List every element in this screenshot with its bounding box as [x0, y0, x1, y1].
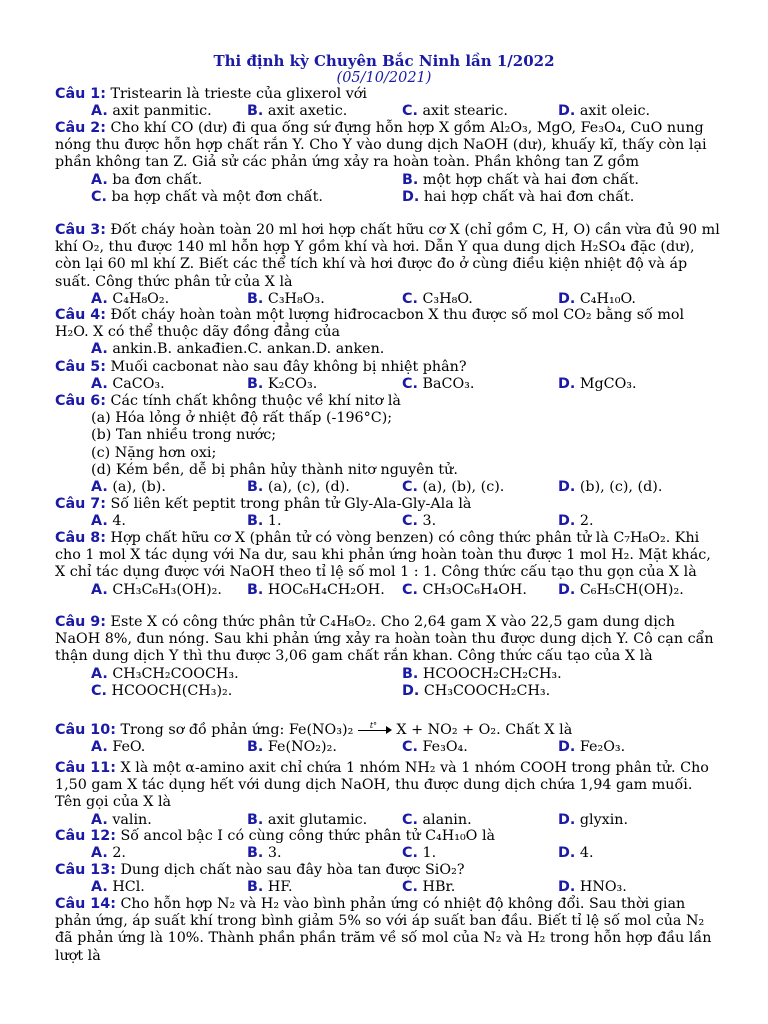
answer-option-b[interactable]	[247, 739, 337, 756]
option-text: HCOOCH(CH₃)₂.	[111, 682, 233, 699]
question-number: Câu 8:	[55, 530, 106, 546]
option-letter: D.	[558, 103, 576, 120]
question-number: Câu 12:	[55, 828, 116, 844]
question-3	[55, 222, 720, 308]
answer-option-a[interactable]	[91, 812, 152, 829]
answer-options-row	[55, 189, 720, 206]
question-14	[55, 896, 720, 965]
statement-line: (b) Tan nhiều trong nước;	[91, 427, 277, 444]
answer-option-a[interactable]	[91, 845, 126, 862]
option-letter: C.	[402, 845, 418, 862]
option-letter: B.	[247, 811, 264, 828]
answer-option-a[interactable]	[91, 879, 145, 896]
answer-option-d[interactable]	[558, 291, 636, 308]
option-letter: A.	[91, 581, 108, 598]
question-1	[55, 86, 720, 120]
question-5	[55, 359, 720, 393]
option-letter: D.	[558, 479, 576, 496]
option-letter: A.	[91, 739, 108, 756]
option-text: 2.	[112, 845, 126, 862]
answer-option-c[interactable]	[402, 845, 436, 862]
question-4	[55, 307, 720, 359]
statement-line: (a) Hóa lỏng ở nhiệt độ rất thấp (-196°C);	[91, 410, 393, 427]
option-text: CH₃OC₆H₄OH.	[422, 581, 527, 598]
option-letter: A.	[91, 513, 108, 530]
option-letter: B.	[247, 739, 264, 756]
option-text: axit panmitic.	[112, 103, 212, 120]
exam-title: Thi định kỳ Chuyên Bắc Ninh lần 1/2022	[213, 52, 555, 70]
option-letter: C.	[402, 811, 418, 828]
option-text: axit glutamic.	[267, 811, 368, 828]
option-letter: A.	[91, 879, 108, 896]
answer-option-a[interactable]	[91, 739, 145, 756]
question-stem	[55, 222, 720, 291]
option-text: CH₃CH₂COOCH₃.	[112, 665, 239, 682]
answer-options	[55, 845, 720, 862]
question-11	[55, 760, 720, 829]
option-letter: B.	[247, 845, 264, 862]
answer-option-b[interactable]	[402, 172, 639, 189]
exam-header	[0, 52, 768, 87]
option-text: HOC₆H₄CH₂OH.	[267, 581, 385, 598]
option-letter: B.	[247, 879, 264, 896]
answer-option-b[interactable]	[247, 103, 347, 120]
answer-options-inline[interactable]	[91, 341, 384, 358]
question-number: Câu 1:	[55, 86, 106, 102]
question-text: Este X có công thức phân tử C₄H₈O₂. Cho 2,64 gam X vào 22,5 gam dung dịch NaOH 8%, đun nóng. Sau khi phản ứng xảy ra hoàn toàn thu được dung dịch Y. Cô cạn cẩn thận dung dịch Y thì thu được 3,06 gam chất rắn khan. Công thức cấu tạo của X là	[55, 614, 714, 665]
statement-line: (d) Kém bền, dễ bị phân hủy thành nitơ nguyên tử.	[91, 461, 458, 478]
answer-option-d[interactable]	[558, 582, 684, 599]
question-text: Số ancol bậc I có cùng công thức phân tử C₄H₁₀O là	[120, 828, 496, 844]
question-stem	[55, 496, 720, 513]
option-text: MgCO₃.	[579, 376, 637, 393]
question-stem	[55, 86, 720, 103]
option-letter: A.	[91, 811, 108, 828]
question-8	[55, 530, 720, 599]
option-text: Fe(NO₂)₂.	[267, 739, 337, 756]
option-letter: D.	[558, 376, 576, 393]
option-letter: B.	[402, 665, 419, 682]
question-stem	[55, 862, 720, 879]
question-stem	[55, 359, 720, 376]
option-text: (a), (b), (c).	[422, 479, 505, 496]
option-text: ba đơn chất.	[112, 171, 203, 188]
option-letter: A.	[91, 845, 108, 862]
option-letter: D.	[558, 290, 576, 307]
answer-option-b[interactable]	[247, 812, 367, 829]
option-text: C₆H₅CH(OH)₂.	[579, 581, 684, 598]
answer-option-d[interactable]	[558, 812, 628, 829]
question-stem	[55, 722, 720, 739]
question-stem	[55, 120, 720, 172]
option-text: axit axetic.	[267, 103, 348, 120]
answer-option-b[interactable]	[247, 513, 282, 530]
option-text: valin.	[112, 811, 152, 828]
answer-options	[55, 376, 720, 393]
answer-option-b[interactable]	[247, 879, 293, 896]
question-stem	[55, 828, 720, 845]
option-text: C₃H₈O.	[422, 290, 473, 307]
question-number: Câu 13:	[55, 862, 116, 878]
question-stem	[55, 896, 720, 965]
option-text: Fe₂O₃.	[579, 739, 626, 756]
answer-option-b[interactable]	[247, 845, 282, 862]
answer-options	[55, 513, 720, 530]
answer-option-a[interactable]	[91, 172, 202, 189]
answer-option-c[interactable]	[91, 683, 232, 700]
question-text-pre: Trong sơ đồ phản ứng: Fe(NO₃)₂	[120, 722, 354, 738]
question-number: Câu 14:	[55, 896, 116, 912]
question-stem	[55, 760, 720, 812]
question-number: Câu 6:	[55, 393, 106, 409]
question-text: Đốt cháy hoàn toàn một lượng hiđrocacbon X thu được số mol CO₂ bằng số mol H₂O. X có thể thuộc dãy đồng đẳng của	[55, 307, 685, 341]
answer-options-row	[55, 666, 720, 683]
option-text: BaCO₃.	[422, 376, 475, 393]
question-stem	[55, 614, 720, 666]
option-text: C₄H₈O₂.	[112, 290, 170, 307]
option-text: glyxin.	[579, 811, 629, 828]
option-text: 2.	[579, 513, 594, 530]
question-text: Các tính chất không thuộc về khí nitơ là	[110, 393, 401, 409]
option-text: K₂CO₃.	[267, 376, 318, 393]
option-text: HF.	[267, 879, 293, 896]
question-text: Cho khí CO (dư) đi qua ống sứ đựng hỗn hợp X gồm Al₂O₃, MgO, Fe₃O₄, CuO nung nóng thu được hỗn hợp chất rắn Y. Cho Y vào dung dịch NaOH (dư), khuấy kĩ, thấy còn lại phần không tan Z. Giả sử các phản ứng xảy ra hoàn toàn. Phần không tan Z gồm	[55, 120, 707, 171]
question-stem	[55, 307, 720, 341]
answer-option-b[interactable]	[247, 479, 350, 496]
option-letter: C.	[402, 879, 418, 896]
option-text: (a), (c), (d).	[267, 479, 350, 496]
question-text: Muối cacbonat nào sau đây không bị nhiệt phân?	[110, 359, 467, 375]
answer-option-b[interactable]	[247, 376, 317, 393]
answer-option-d[interactable]	[558, 879, 627, 896]
question-text: Tristearin là trieste của glixerol với	[110, 86, 367, 102]
question-9	[55, 614, 720, 700]
option-letter: D.	[558, 879, 576, 896]
option-text: 1.	[422, 845, 437, 862]
question-text: X là một α-amino axit chỉ chứa 1 nhóm NH₂ và 1 nhóm COOH trong phân tử. Cho 1,50 gam X tác dụng hết với dung dịch NaOH, thu được dung dịch chứa 1,94 gam muối. Tên gọi của X là	[55, 760, 709, 811]
option-letter: A.	[91, 290, 108, 307]
answer-option-c[interactable]	[402, 103, 508, 120]
answer-option-c[interactable]	[402, 513, 436, 530]
answer-option-d[interactable]	[402, 189, 634, 206]
answer-option-b[interactable]	[247, 582, 385, 599]
question-text: Đốt cháy hoàn toàn 20 ml hơi hợp chất hữu cơ X (chỉ gồm C, H, O) cần vừa đủ 90 ml khí O₂, thu được 140 ml hỗn hợp Y gồm khí và hơi. Dẫn Y qua dung dịch H₂SO₄ đặc (dư), còn lại 60 ml khí Z. Biết các thể tích khí và hơi được đo ở cùng điều kiện nhiệt độ và áp suất. Công thức phân tử của X là	[55, 222, 720, 290]
option-letter: B.	[247, 103, 264, 120]
question-10	[55, 722, 720, 756]
option-letter: A.	[91, 103, 108, 120]
option-letter: C.	[402, 581, 418, 598]
option-letter: D.	[558, 811, 576, 828]
exam-date: (05/10/2021)	[336, 70, 432, 86]
option-letter: D.	[558, 581, 576, 598]
answer-options	[55, 291, 720, 308]
option-letter: D.	[558, 513, 576, 530]
answer-options	[55, 103, 720, 120]
answer-option-a[interactable]	[91, 666, 239, 683]
question-12	[55, 828, 720, 862]
option-letter: C.	[402, 376, 418, 393]
answer-option-d[interactable]	[558, 103, 650, 120]
option-text: (b), (c), (d).	[579, 479, 663, 496]
option-text: CH₃COOCH₂CH₃.	[423, 682, 551, 699]
option-text: 1.	[267, 513, 282, 530]
option-letter: D.	[558, 845, 576, 862]
option-letter: B.	[247, 581, 264, 598]
option-text: (a), (b).	[112, 479, 166, 496]
arrow-condition: t°	[369, 721, 378, 730]
answer-options	[55, 879, 720, 896]
arrow-head	[386, 726, 392, 734]
option-letter: B.	[402, 171, 419, 188]
question-number: Câu 4:	[55, 307, 106, 323]
question-6	[55, 393, 720, 496]
statement-line: (c) Nặng hơn oxi;	[91, 444, 217, 461]
answer-option-a[interactable]	[91, 513, 126, 530]
option-text: HCl.	[112, 879, 145, 896]
option-text: axit oleic.	[579, 103, 651, 120]
answer-option-c[interactable]	[402, 376, 474, 393]
answer-option-d[interactable]	[558, 513, 594, 530]
question-stem	[55, 393, 720, 410]
option-letter: B.	[247, 479, 264, 496]
answer-option-d[interactable]	[558, 376, 637, 393]
option-text: 3.	[267, 845, 282, 862]
answer-option-c[interactable]	[402, 582, 527, 599]
question-2	[55, 120, 720, 206]
option-letter: B.	[247, 290, 264, 307]
answer-options-row	[55, 172, 720, 189]
answer-option-b[interactable]	[402, 666, 562, 683]
question-number: Câu 10:	[55, 722, 116, 738]
answer-option-d[interactable]	[402, 683, 550, 700]
answer-option-a[interactable]	[91, 376, 165, 393]
option-text: CaCO₃.	[112, 376, 165, 393]
option-letter: A.	[91, 171, 108, 188]
answer-option-a[interactable]	[91, 103, 212, 120]
answer-option-c[interactable]	[402, 291, 473, 308]
option-text: HCOOCH₂CH₂CH₃.	[422, 665, 562, 682]
reaction-arrow-icon	[358, 721, 392, 736]
answer-options	[55, 479, 720, 496]
option-letter: C.	[402, 103, 418, 120]
answer-option-c[interactable]	[402, 812, 472, 829]
option-text: 3.	[422, 513, 437, 530]
answer-options	[55, 812, 720, 829]
option-letter: A.	[91, 341, 108, 358]
option-text: C₄H₁₀O.	[579, 290, 636, 307]
option-letter: C.	[91, 682, 107, 699]
answer-options	[55, 341, 720, 358]
option-text: hai hợp chất và hai đơn chất.	[423, 188, 635, 205]
answer-options-row	[55, 683, 720, 700]
question-number: Câu 7:	[55, 496, 106, 512]
question-7	[55, 496, 720, 530]
option-text: CH₃C₆H₃(OH)₂.	[112, 581, 222, 598]
option-letter: D.	[402, 682, 420, 699]
question-text: Cho hỗn hợp N₂ và H₂ vào bình phản ứng có nhiệt độ không đổi. Sau thời gian phản ứng, áp suất khí trong bình giảm 5% so với áp suất ban đầu. Biết tỉ lệ số mol của N₂ đã phản ứng là 10%. Thành phần phần trăm về số mol của N₂ và H₂ trong hỗn hợp đầu lần lượt là	[55, 896, 712, 964]
option-text: 4.	[579, 845, 594, 862]
question-number: Câu 3:	[55, 222, 106, 238]
question-stem	[55, 530, 720, 582]
option-text: HNO₃.	[579, 879, 627, 896]
question-number: Câu 5:	[55, 359, 106, 375]
option-letter: C.	[91, 188, 107, 205]
option-text: 4.	[112, 513, 126, 530]
answer-option-a[interactable]	[91, 479, 166, 496]
option-letter: A.	[91, 479, 108, 496]
option-text: Fe₃O₄.	[422, 739, 468, 756]
option-letter: A.	[91, 665, 108, 682]
option-text: ba hợp chất và một đơn chất.	[111, 188, 323, 205]
option-letter: B.	[247, 513, 264, 530]
option-text: một hợp chất và hai đơn chất.	[422, 171, 639, 188]
option-text: alanin.	[422, 811, 472, 828]
answer-option-d[interactable]	[558, 479, 662, 496]
answer-option-b[interactable]	[247, 291, 325, 308]
option-letter: B.	[247, 376, 264, 393]
answer-option-c[interactable]	[402, 739, 468, 756]
answer-option-d[interactable]	[558, 845, 594, 862]
answer-options	[55, 582, 720, 599]
question-number: Câu 9:	[55, 614, 106, 630]
answer-option-c[interactable]	[402, 879, 455, 896]
answer-option-c[interactable]	[402, 479, 504, 496]
option-letter: A.	[91, 376, 108, 393]
option-letter: C.	[402, 739, 418, 756]
option-text: FeO.	[112, 739, 146, 756]
option-text: axit stearic.	[422, 103, 508, 120]
answer-option-c[interactable]	[91, 189, 323, 206]
option-text: C₃H₈O₃.	[267, 290, 325, 307]
question-number: Câu 11:	[55, 760, 116, 776]
answer-option-a[interactable]	[91, 582, 222, 599]
question-text: Dung dịch chất nào sau đây hòa tan được SiO₂?	[120, 862, 465, 878]
question-text: Hợp chất hữu cơ X (phân tử có vòng benzen) có công thức phân tử là C₇H₈O₂. Khi cho 1 mol X tác dụng với Na dư, sau khi phản ứng hoàn toàn thu được 1 mol H₂. Mặt khác, X chỉ tác dụng được với NaOH theo tỉ lệ số mol 1 : 1. Công thức cấu tạo thu gọn của X là	[55, 530, 711, 581]
question-text-post: X + NO₂ + O₂. Chất X là	[396, 722, 573, 738]
option-letter: C.	[402, 290, 418, 307]
question-number: Câu 2:	[55, 120, 106, 136]
option-letter: C.	[402, 479, 418, 496]
question-13	[55, 862, 720, 896]
answer-option-d[interactable]	[558, 739, 625, 756]
question-text: Số liên kết peptit trong phân tử Gly-Ala-Gly-Ala là	[110, 496, 472, 512]
option-text: HBr.	[422, 879, 456, 896]
answer-options	[55, 739, 720, 756]
answer-option-a[interactable]	[91, 291, 169, 308]
option-letter: D.	[402, 188, 420, 205]
option-text: ankin.B. ankađien.C. ankan.D. anken.	[112, 341, 385, 358]
option-letter: C.	[402, 513, 418, 530]
option-letter: D.	[558, 739, 576, 756]
